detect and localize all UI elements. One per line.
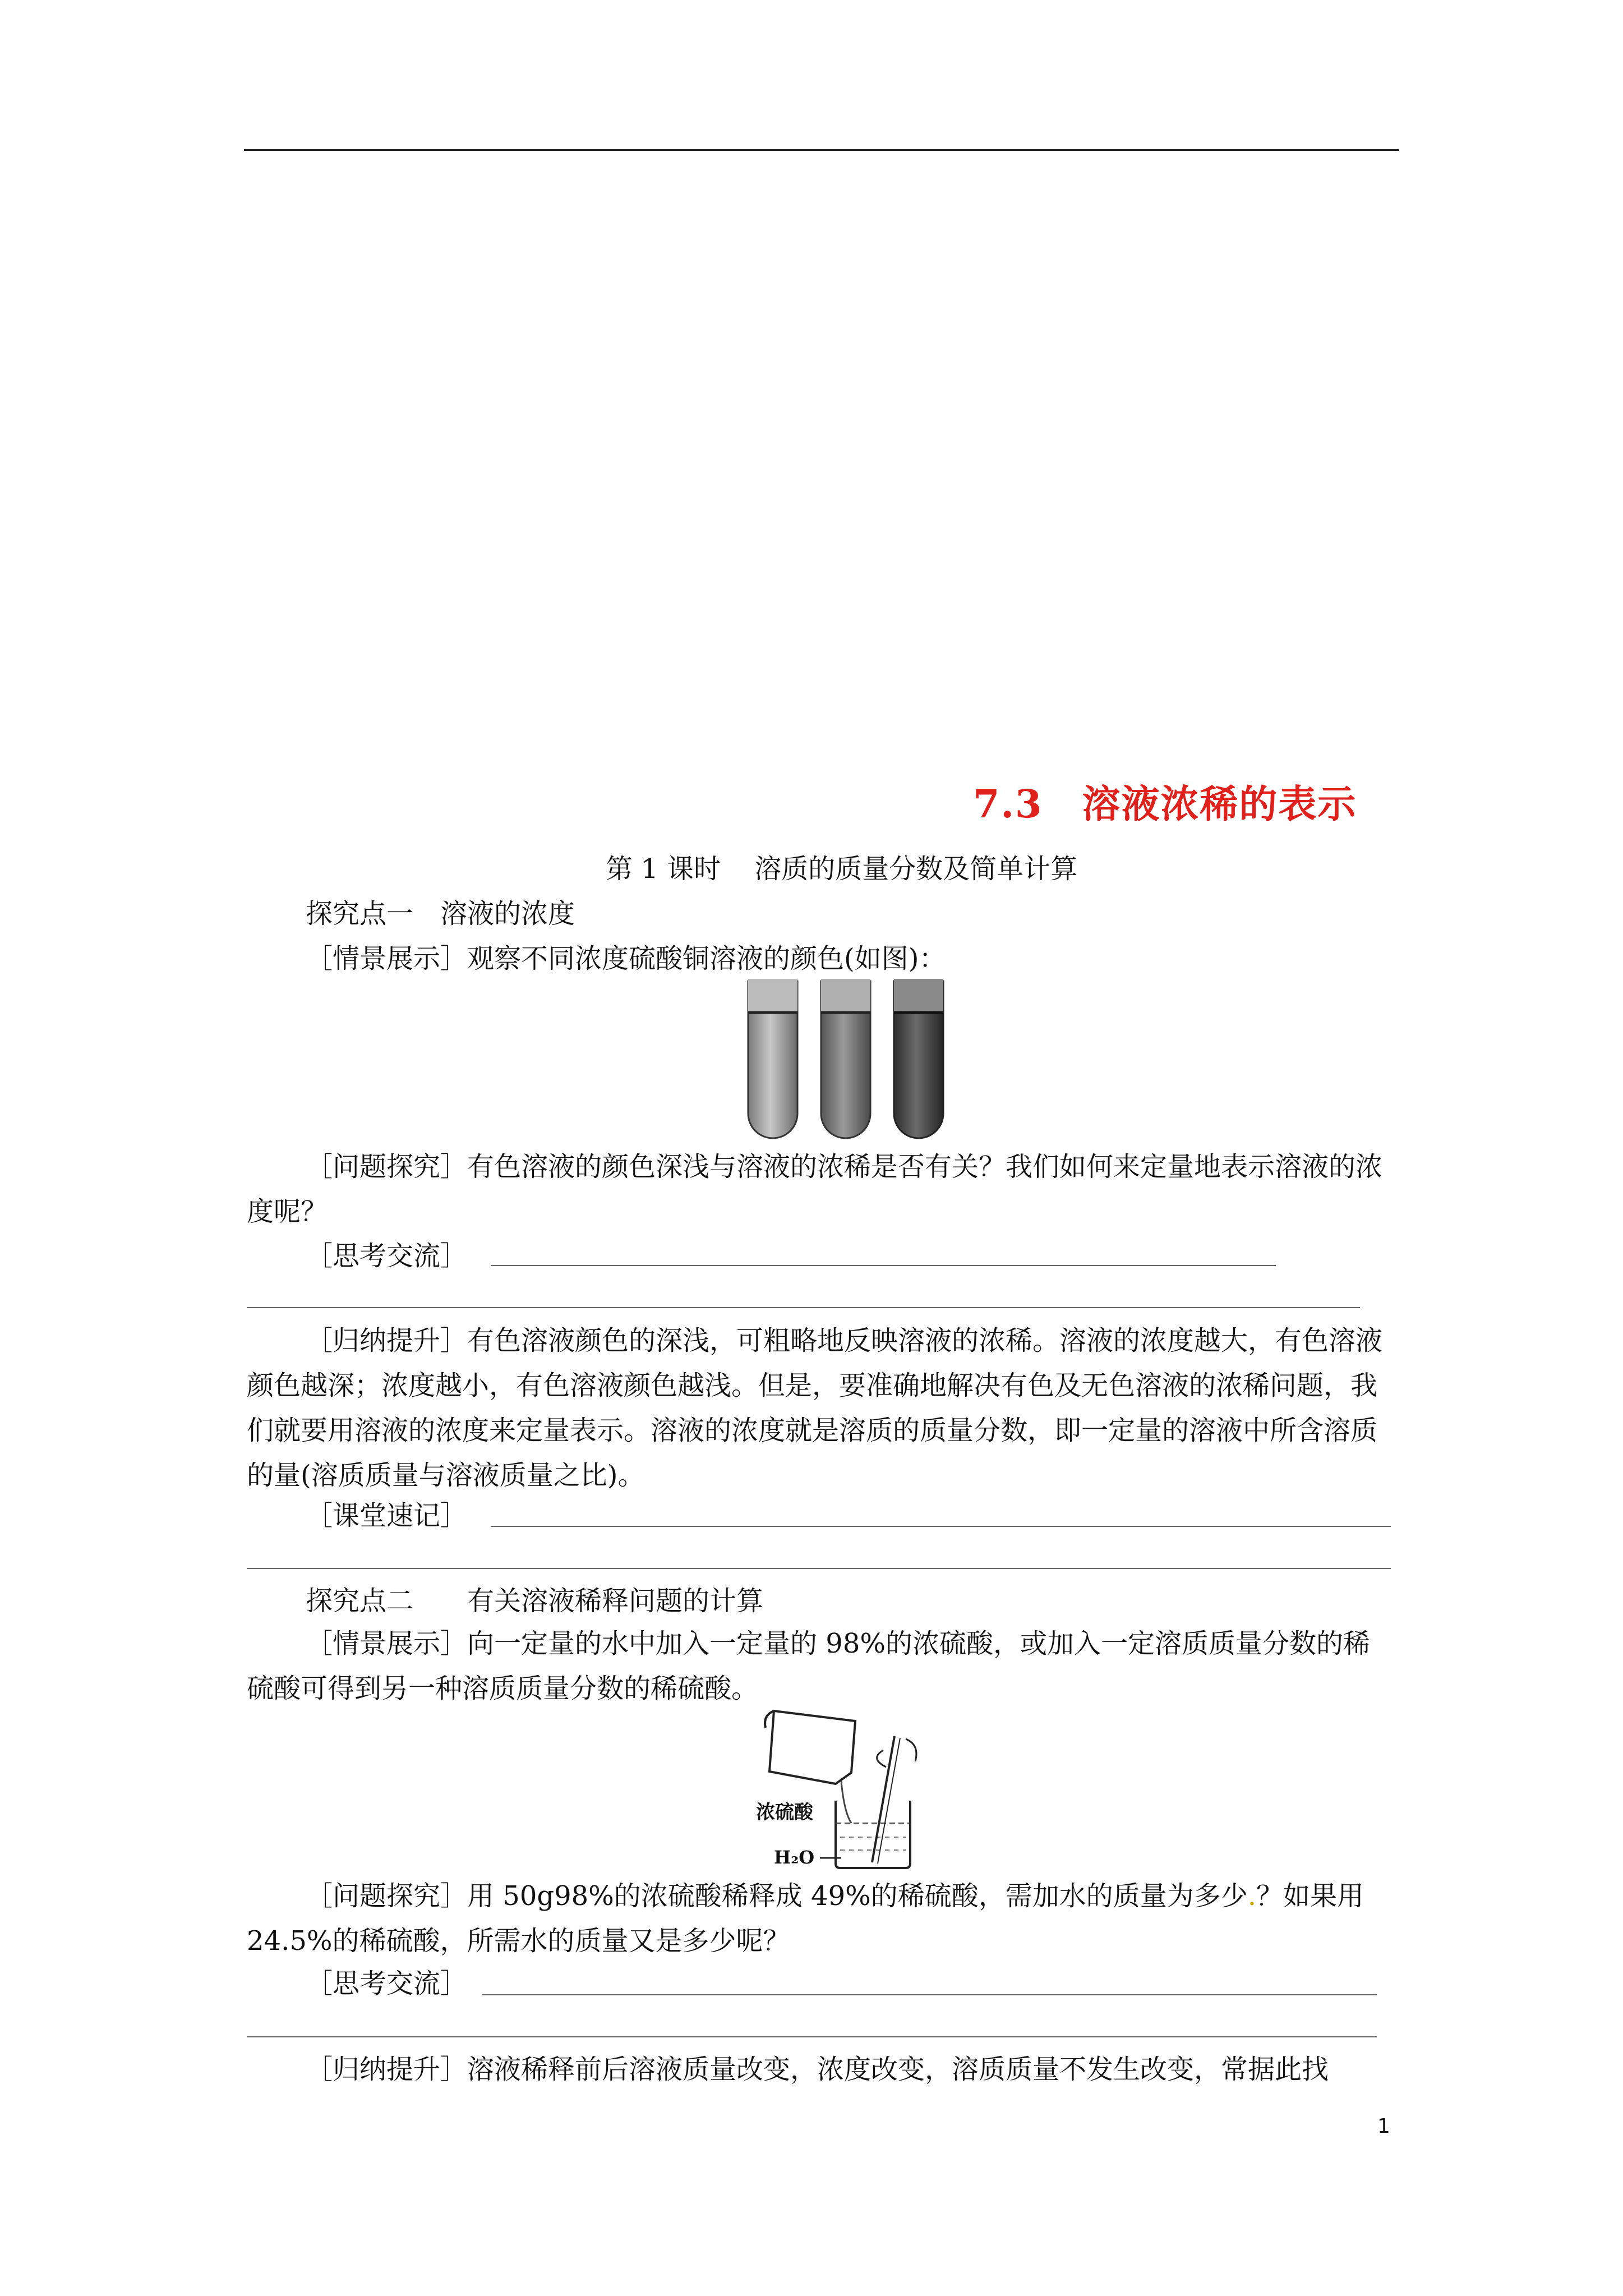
scene2-label: ［情景展示］ bbox=[306, 1628, 468, 1659]
question2-label: ［问题探究］ bbox=[306, 1880, 468, 1912]
answer-blank-2[interactable] bbox=[247, 1307, 1360, 1308]
dilution-figure bbox=[751, 1705, 942, 1874]
acid-label: 浓硫酸 bbox=[756, 1801, 813, 1824]
notes-blank-2[interactable] bbox=[247, 1568, 1391, 1569]
scene-text: 观察不同浓度硫酸铜溶液的颜色(如图)： bbox=[467, 943, 946, 974]
section1-summary bbox=[247, 1318, 1391, 1498]
test-tube-medium bbox=[821, 979, 870, 1138]
notes-blank-1[interactable] bbox=[491, 1526, 1391, 1527]
notes-label: ［课堂速记］ bbox=[306, 1500, 468, 1531]
emphasis-dot: . bbox=[1247, 1880, 1256, 1912]
question2-text-2: ？如果用 24.5%的稀硫酸，所需水的质量又是多少呢？ bbox=[247, 1880, 1364, 1957]
test-tube-light bbox=[748, 979, 797, 1138]
summary2-text: 溶液稀释前后溶液质量改变，浓度改变，溶质质量不发生改变，常据此找 bbox=[467, 2054, 1329, 2085]
section2-heading: 探究点二 有关溶液稀释问题的计算 bbox=[306, 1585, 764, 1617]
test-tubes-figure bbox=[740, 979, 953, 1142]
section1-heading: 探究点一 溶液的浓度 bbox=[306, 898, 575, 930]
answer-blank-4[interactable] bbox=[247, 2036, 1377, 2037]
section1-notes bbox=[306, 1494, 467, 1533]
think2-label: ［思考交流］ bbox=[306, 1968, 468, 1999]
summary-label: ［归纳提升］ bbox=[306, 1325, 468, 1356]
section2-summary bbox=[306, 2047, 1329, 2086]
chapter-title bbox=[973, 774, 1357, 829]
section2-scene bbox=[247, 1621, 1391, 1711]
question2-text-1: 用 50g98%的浓硫酸稀释成 49%的稀硫酸，需加水的质量为多少 bbox=[467, 1880, 1248, 1912]
lesson-subtitle bbox=[606, 847, 1077, 886]
water-label: H₂O bbox=[774, 1847, 815, 1868]
answer-blank-1[interactable] bbox=[491, 1265, 1276, 1266]
chapter-number: 7.3 bbox=[973, 782, 1043, 827]
section1-question bbox=[247, 1144, 1391, 1234]
section1-think bbox=[306, 1234, 485, 1273]
test-tube-dark bbox=[894, 979, 943, 1138]
lesson-topic: 溶质的质量分数及简单计算 bbox=[754, 853, 1078, 885]
summary2-label: ［归纳提升］ bbox=[306, 2054, 468, 2085]
question-label: ［问题探究］ bbox=[306, 1151, 468, 1182]
question-text: 有色溶液的颜色深浅与溶液的浓稀是否有关？我们如何来定量地表示溶液的浓度呢？ bbox=[247, 1151, 1383, 1227]
page-number: 1 bbox=[1377, 2115, 1390, 2138]
section2-question bbox=[247, 1874, 1391, 1963]
answer-blank-3[interactable] bbox=[482, 1994, 1377, 1995]
header-rule bbox=[244, 149, 1399, 151]
scene-label: ［情景展示］ bbox=[306, 943, 468, 974]
chapter-title-text: 溶液浓稀的表示 bbox=[1082, 782, 1357, 827]
section1-scene bbox=[306, 937, 946, 976]
section2-think bbox=[306, 1962, 467, 2000]
think-label: ［思考交流］ bbox=[306, 1240, 468, 1272]
scene2-text: 向一定量的水中加入一定量的 98%的浓硫酸，或加入一定溶质质量分数的稀硫酸可得到另一种溶质质量分数的稀硫酸。 bbox=[247, 1628, 1370, 1704]
summary-text: 有色溶液颜色的深浅，可粗略地反映溶液的浓稀。溶液的浓度越大，有色溶液颜色越深；浓度越小，有色溶液颜色越浅。但是，要准确地解决有色及无色溶液的浓稀问题，我们就要用溶液的浓度来定量表示。溶液的浓度就是溶质的质量分数，即一定量的溶液中所含溶质的量(溶质质量与溶液质量之比)。 bbox=[247, 1325, 1383, 1491]
lesson-label: 第 1 课时 bbox=[606, 853, 721, 885]
